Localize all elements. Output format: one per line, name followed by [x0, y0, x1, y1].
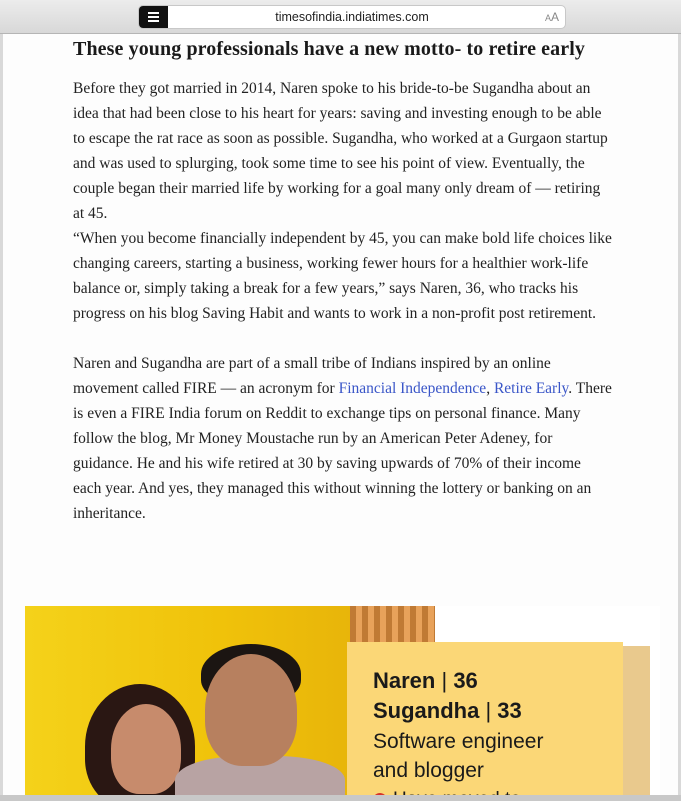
profile-card — [347, 642, 623, 801]
article — [73, 36, 613, 526]
reader-page — [3, 34, 678, 801]
url-text[interactable]: timesofindia.indiatimes.com — [275, 10, 429, 24]
paragraph-3-separator: , — [486, 380, 494, 397]
text-size-button[interactable]: AA — [544, 10, 559, 24]
profile-line-2: Sugandha | 33 — [373, 698, 522, 723]
browser-toolbar — [0, 0, 681, 34]
article-photo — [25, 606, 660, 801]
name-sugandha: Sugandha — [373, 698, 480, 723]
photo-wood-panel — [350, 606, 435, 646]
link-retire-early[interactable]: Retire Early — [493, 380, 569, 397]
horizontal-scrollbar[interactable] — [0, 795, 681, 801]
paragraph-2: “When you become financially independent by 45, you can make bold life choices like changing careers, starting a business, working fewer hours for a healthier work-life balance or, simply taking a break for a few years,” says Naren, 36, who tracks his progress on his blog Saving Habit and wants to work in a non-profit post retirement. — [73, 230, 612, 322]
address-bar[interactable] — [138, 5, 566, 29]
profile-role-1: Software engineer — [373, 730, 544, 753]
man-face — [205, 654, 297, 766]
paragraph-3-text-end: . There is even a FIRE India forum on Reddit to exchange tips on personal finance. Many follow the blog, Mr Money Moustache run by an American Peter Adeney, for guidance. He and his wife retired at 30 by saving upwards of 70% of their income each year. And yes, they managed this without winning the lottery or banking on an inheritance. — [73, 380, 612, 522]
link-financial-independence[interactable]: Financial Independence — [338, 380, 487, 397]
woman-face — [111, 704, 181, 794]
article-headline: These young professionals have a new motto- to retire early — [73, 38, 585, 60]
age-sugandha: 33 — [497, 698, 522, 723]
paragraph-3 — [73, 351, 613, 526]
paragraph-3-text: Naren and Sugandha are part of a small tribe of Indians inspired by an online movement called FIRE — an acronym for — [73, 355, 551, 397]
name-naren: Naren — [373, 668, 436, 693]
profile-role-2: and blogger — [373, 759, 484, 782]
profile-line-1: Naren | 36 — [373, 668, 478, 693]
paragraph-1: Before they got married in 2014, Naren spoke to his bride-to-be Sugandha about an idea that had been close to his heart for years: saving and investing enough to be able to escape the rat race as soon as possible. Sugandha, who worked at a Gurgaon startup and was used to splurging, took some time to see his point of view. Eventually, the couple began their married life by working for a goal many only dream of — retiring at 45. — [73, 80, 608, 222]
age-naren: 36 — [453, 668, 478, 693]
